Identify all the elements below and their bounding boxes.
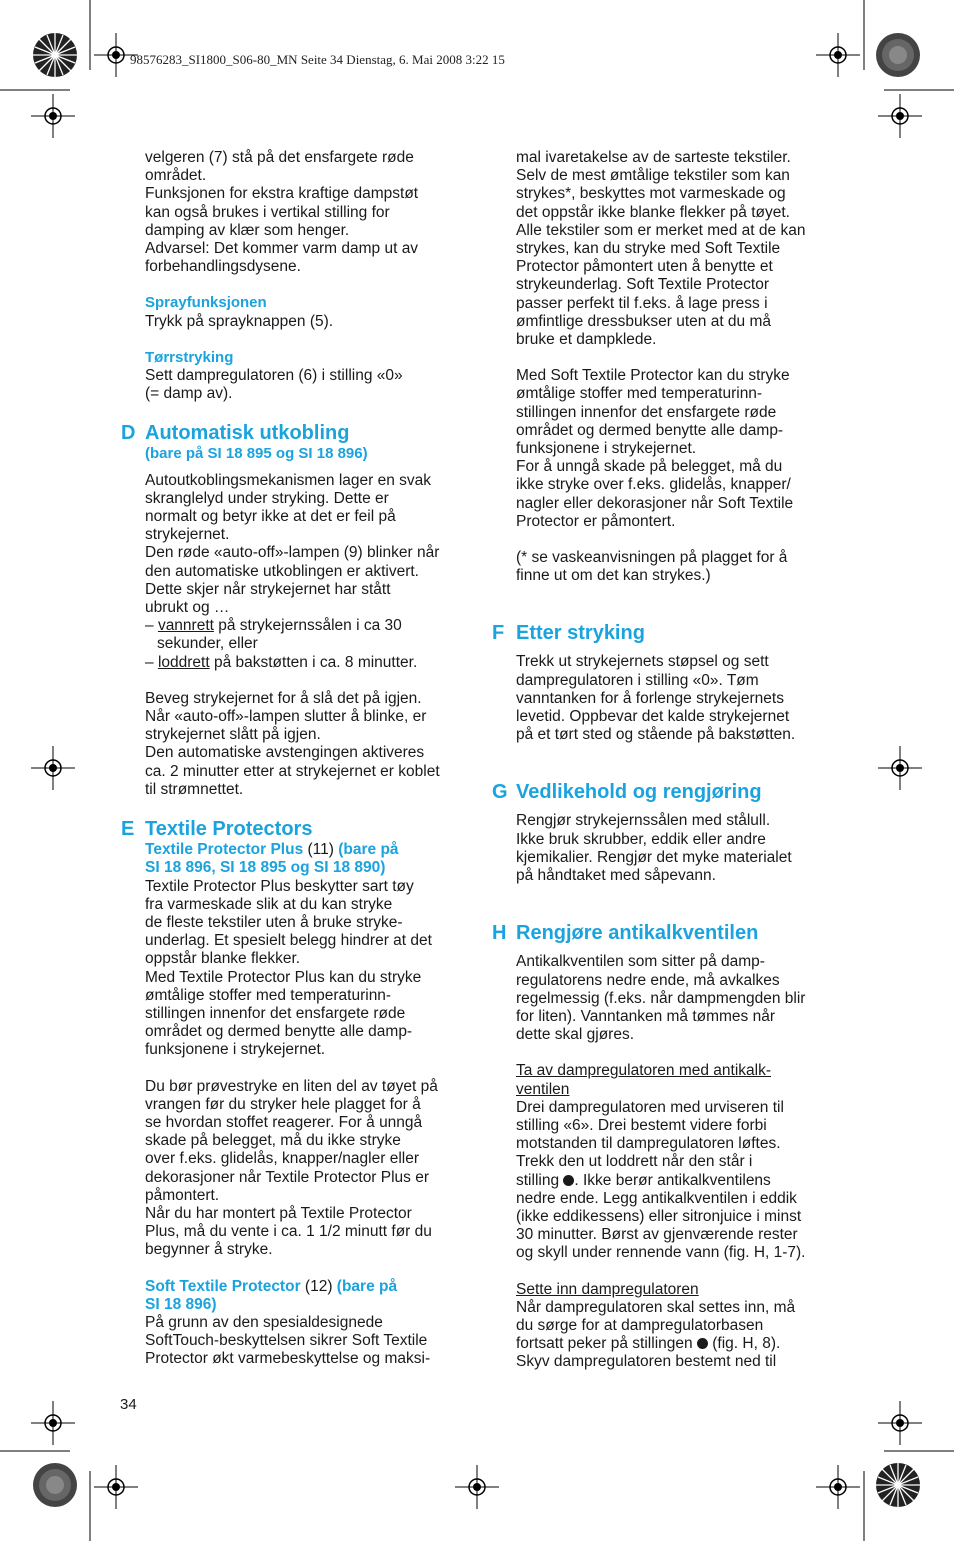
auto-off-text — [145, 472, 467, 618]
text-line: de fleste tekstiler uten å bruke stryke- — [145, 913, 403, 931]
print-slug: 98576283_SI1800_S06-80_MN Seite 34 Dienstag, 6. Mai 2008 3:22 15 — [130, 52, 505, 67]
text-line: Rengjør strykejernssålen med stålull. — [516, 812, 771, 830]
text-line: Protector påmontert uten å benytte et — [516, 258, 773, 276]
text-line: (* se vaskeanvisningen på plagget for å — [516, 549, 788, 567]
text-line: vrangen før du stryker hele plagget for å — [145, 1095, 421, 1113]
text-line: Drei dampregulatoren med urviseren til — [516, 1098, 784, 1116]
spray-heading: Sprayfunksjonen — [145, 294, 267, 312]
text-line: ømtålige stoffer med temperaturinn- — [145, 986, 392, 1004]
soft-textile-protector-text — [145, 1314, 467, 1369]
left-column — [121, 149, 467, 1369]
text-line: nedre ende. Legg antikalkventilen i eddik — [516, 1189, 797, 1207]
spray-text: Trykk på sprayknappen (5). — [145, 312, 334, 330]
text-line: området og dermed benytte alle damp- — [516, 421, 784, 439]
text-line: Når «auto-off»-lampen slutter å blinke, er — [145, 708, 427, 726]
text-line: den automatiske utkoblingen er aktivert. — [145, 562, 419, 580]
color-wheel-mark — [876, 1463, 920, 1507]
text-line: strykes, kan du stryke med Soft Textile — [516, 240, 781, 258]
text-line: strykes*, beskyttes mot varmeskade og — [516, 185, 786, 203]
text-line: stilling «6». Drei bestemt videre forbi — [516, 1116, 767, 1134]
text-line: over f.eks. glidelås, knapper/nagler eller — [145, 1150, 419, 1168]
section-g-heading — [492, 780, 838, 804]
text-line: normalt og betyr ikke at det er feil på — [145, 508, 396, 526]
text-line: Ikke bruk skrubber, eddik eller andre — [516, 830, 766, 848]
auto-off-text-2 — [145, 690, 467, 799]
text-line: du sørge for at dampregulatorbasen — [516, 1316, 764, 1334]
text-line: og skyll under rennende vann (fig. H, 1-7). — [516, 1244, 806, 1262]
text-line: passer perfekt til f.eks. å lage press i — [516, 294, 768, 312]
text-line: begynner å stryke. — [145, 1241, 273, 1259]
text-line: På grunn av den spesialdesignede — [145, 1313, 383, 1331]
text-line: Protector er påmontert. — [516, 512, 676, 530]
text-line: damping av klær som henger. — [145, 221, 350, 239]
text-line: til strømnettet. — [145, 780, 244, 798]
text-line: stillingen innenfor det ensfargete røde — [145, 1004, 406, 1022]
registration-mark — [94, 1465, 138, 1509]
after-ironing-text — [516, 653, 838, 744]
text-line: vanntanken for å forlenge strykejernets — [516, 689, 784, 707]
registration-mark — [816, 33, 860, 77]
section-title: Automatisk utkobling — [145, 422, 350, 445]
insert-regulator-subheading: Sette inn dampregulatoren — [516, 1280, 699, 1298]
text-line: (ikke eddikessens) eller sitronjuice i minst — [516, 1207, 802, 1225]
soft-textile-protector-subheading: Soft Textile Protector (12) (bare på SI 18 896) — [145, 1277, 398, 1313]
text-line: Med Textile Protector Plus kan du stryke — [145, 968, 422, 986]
text-line: Autoutkoblingsmekanismen lager en svak — [145, 471, 432, 489]
text-line: dette skal gjøres. — [516, 1026, 635, 1044]
text-line: Dette skjer når strykejernet har stått — [145, 580, 391, 598]
maintenance-text — [516, 812, 838, 885]
registration-mark — [878, 94, 922, 138]
text-line: Du bør prøvestryke en liten del av tøyet på — [145, 1077, 438, 1095]
continued-text — [516, 149, 838, 349]
remove-regulator-text-line: stilling . Ikke berør antikalkventilens — [516, 1171, 771, 1189]
section-h-heading — [492, 921, 838, 945]
text-line: Den automatiske avstengingen aktiveres — [145, 744, 425, 762]
text-line: kan også brukes i vertikal stilling for — [145, 203, 390, 221]
section-title: Etter stryking — [516, 622, 645, 645]
text-line: Når dampregulatoren skal settes inn, må — [516, 1298, 796, 1316]
text-line: Antikalkventilen som sitter på damp- — [516, 953, 765, 971]
filled-circle-icon — [563, 1175, 574, 1186]
text-line: området. — [145, 167, 207, 185]
text-line: strykeunderlag. Soft Textile Protector — [516, 276, 770, 294]
registration-mark — [31, 746, 75, 790]
text-line: ca. 2 minutter etter at strykejernet er koblet — [145, 762, 440, 780]
text-line: Sett dampregulatoren (6) i stilling «0» — [145, 367, 403, 385]
filled-circle-icon — [697, 1338, 708, 1349]
text-line: Advarsel: Det kommer varm damp ut av — [145, 240, 419, 258]
registration-mark — [816, 1465, 860, 1509]
text-line: bruke et dampklede. — [516, 331, 657, 349]
dry-ironing-heading: Tørrstryking — [145, 348, 234, 366]
registration-mark — [31, 1401, 75, 1445]
registration-mark — [455, 1465, 499, 1509]
text-line: oppstår blanke flekker. — [145, 950, 301, 968]
section-d-models: (bare på SI 18 895 og SI 18 896) — [145, 445, 368, 463]
text-line: underlag. Et spesielt belegg hindrer at det — [145, 932, 432, 950]
text-line: Alle tekstiler som er merket med at de kan — [516, 221, 806, 239]
text-line: Textile Protector Plus beskytter sart tøy — [145, 877, 414, 895]
textile-protector-plus-subheading: Textile Protector Plus (11) (bare på SI 18 896, SI 18 895 og SI 18 890) — [145, 841, 399, 877]
remove-regulator-text — [516, 1099, 838, 1172]
text-line: funksjonene i strykejernet. — [516, 440, 697, 458]
right-column — [492, 149, 838, 1372]
text-line: skade på belegget, må du ikke stryke — [145, 1132, 401, 1150]
text-line: velgeren (7) stå på det ensfargete røde — [145, 149, 414, 166]
text-line: motstanden til dampregulatoren løftes. — [516, 1135, 781, 1153]
text-line: for liten). Vanntanken må tømmes når — [516, 1007, 776, 1025]
section-e-heading — [121, 817, 467, 841]
text-line: Beveg strykejernet for å slå det på igjen. — [145, 689, 422, 707]
intro-text — [145, 149, 467, 276]
insert-regulator-text-line: fortsatt peker på stillingen (fig. H, 8). — [516, 1335, 781, 1353]
text-line: SoftTouch-beskyttelsen sikrer Soft Textile — [145, 1332, 428, 1350]
dash-item: – loddrett på bakstøtten i ca. 8 minutter. — [145, 653, 418, 671]
text-line: området og dermed benytte alle damp- — [145, 1023, 413, 1041]
text-line: dampregulatoren i stilling «0». Tøm — [516, 671, 759, 689]
registration-mark — [878, 1401, 922, 1445]
text-line: Funksjonen for ekstra kraftige dampstøt — [145, 185, 419, 203]
text-line: 30 minutter. Børst av gjenværende rester — [516, 1226, 798, 1244]
insert-regulator-text — [516, 1299, 838, 1335]
textile-protector-plus-text-2 — [145, 1078, 467, 1260]
section-title: Rengjøre antikalkventilen — [516, 922, 759, 945]
text-line: Protector økt varmebeskyttelse og maksi- — [145, 1350, 431, 1368]
section-title: Textile Protectors — [145, 818, 313, 841]
text-line: ømfintlige dressbukser uten at du må — [516, 312, 772, 330]
section-f-heading — [492, 621, 838, 645]
insert-regulator-text-last: Skyv dampregulatoren bestemt ned til — [516, 1353, 777, 1371]
text-line: strykejernet slått på igjen. — [145, 726, 321, 744]
gray-dot-mark — [876, 33, 920, 77]
continued-text-2 — [516, 367, 838, 531]
text-line: fra varmeskade slik at du kan stryke — [145, 895, 393, 913]
dash-item: – vannrett på strykejernssålen i ca 30 sekunder, eller — [145, 617, 402, 653]
section-letter: E — [121, 818, 135, 841]
text-line: skranglelyd under stryking. Dette er — [145, 489, 389, 507]
text-line: forbehandlingsdysene. — [145, 258, 301, 276]
text-line: ikke stryke over f.eks. glidelås, knapper/ — [516, 476, 791, 494]
text-line: funksjonene i strykejernet. — [145, 1041, 326, 1059]
dry-ironing-text — [145, 367, 467, 403]
remove-regulator-text-2 — [516, 1190, 838, 1263]
text-line: på håndtaket med såpevann. — [516, 867, 716, 885]
textile-protector-plus-text — [145, 878, 467, 1060]
gray-dot-mark — [33, 1463, 77, 1507]
text-line: finne ut om det kan strykes.) — [516, 567, 711, 585]
text-line: nagler eller dekorasjoner når Soft Textile — [516, 494, 794, 512]
registration-mark — [878, 746, 922, 790]
registration-mark — [31, 94, 75, 138]
footnote-text — [516, 549, 838, 585]
text-line: Den røde «auto-off»-lampen (9) blinker når — [145, 544, 440, 562]
text-line: det oppstår ikke blanke flekker på tøyet. — [516, 203, 790, 221]
text-line: For å unngå skade på belegget, må du — [516, 458, 783, 476]
text-line: strykejernet. — [145, 526, 230, 544]
remove-regulator-subheading — [516, 1062, 838, 1098]
text-line: levetid. Oppbevar det kalde strykejernet — [516, 708, 790, 726]
color-wheel-mark — [33, 33, 77, 77]
text-line: regelmessig (f.eks. når dampmengden blir — [516, 989, 806, 1007]
text-line: regulatorens nedre ende, må avkalkes — [516, 971, 780, 989]
section-title: Vedlikehold og rengjøring — [516, 781, 762, 804]
section-letter: H — [492, 922, 507, 945]
text-line: se hvordan stoffet reagerer. For å unngå — [145, 1113, 423, 1131]
text-line: påmontert. — [145, 1186, 220, 1204]
text-line: kjemikalier. Rengjør det myke materialet — [516, 848, 792, 866]
text-line: stillingen innenfor det ensfargete røde — [516, 403, 777, 421]
section-letter: D — [121, 422, 136, 445]
text-line: Plus, må du vente i ca. 1 1/2 minutt før du — [145, 1223, 432, 1241]
text-line: Ta av dampregulatoren med antikalk- — [516, 1062, 772, 1080]
text-line: Trekk ut strykejernets støpsel og sett — [516, 653, 769, 671]
text-line: Når du har montert på Textile Protector — [145, 1204, 412, 1222]
text-line: ubrukt og … — [145, 599, 230, 617]
text-line: (= damp av). — [145, 385, 233, 403]
text-line: Med Soft Textile Protector kan du stryke — [516, 367, 790, 385]
text-line: ømtålige stoffer med temperaturinn- — [516, 385, 763, 403]
text-line: på et tørt sted og stående på bakstøtten. — [516, 726, 796, 744]
section-letter: G — [492, 781, 508, 804]
text-line: ventilen — [516, 1080, 570, 1098]
text-line: Selv de mest ømtålige tekstiler som kan — [516, 167, 790, 185]
text-line: Trekk den ut loddrett når den står i — [516, 1153, 753, 1171]
text-line: dekorasjoner når Textile Protector Plus er — [145, 1168, 430, 1186]
anti-calc-text — [516, 953, 838, 1044]
section-d-heading — [121, 421, 467, 445]
text-line: mal ivaretakelse av de sarteste tekstiler. — [516, 149, 791, 166]
section-letter: F — [492, 622, 505, 645]
page-number: 34 — [120, 1396, 137, 1413]
